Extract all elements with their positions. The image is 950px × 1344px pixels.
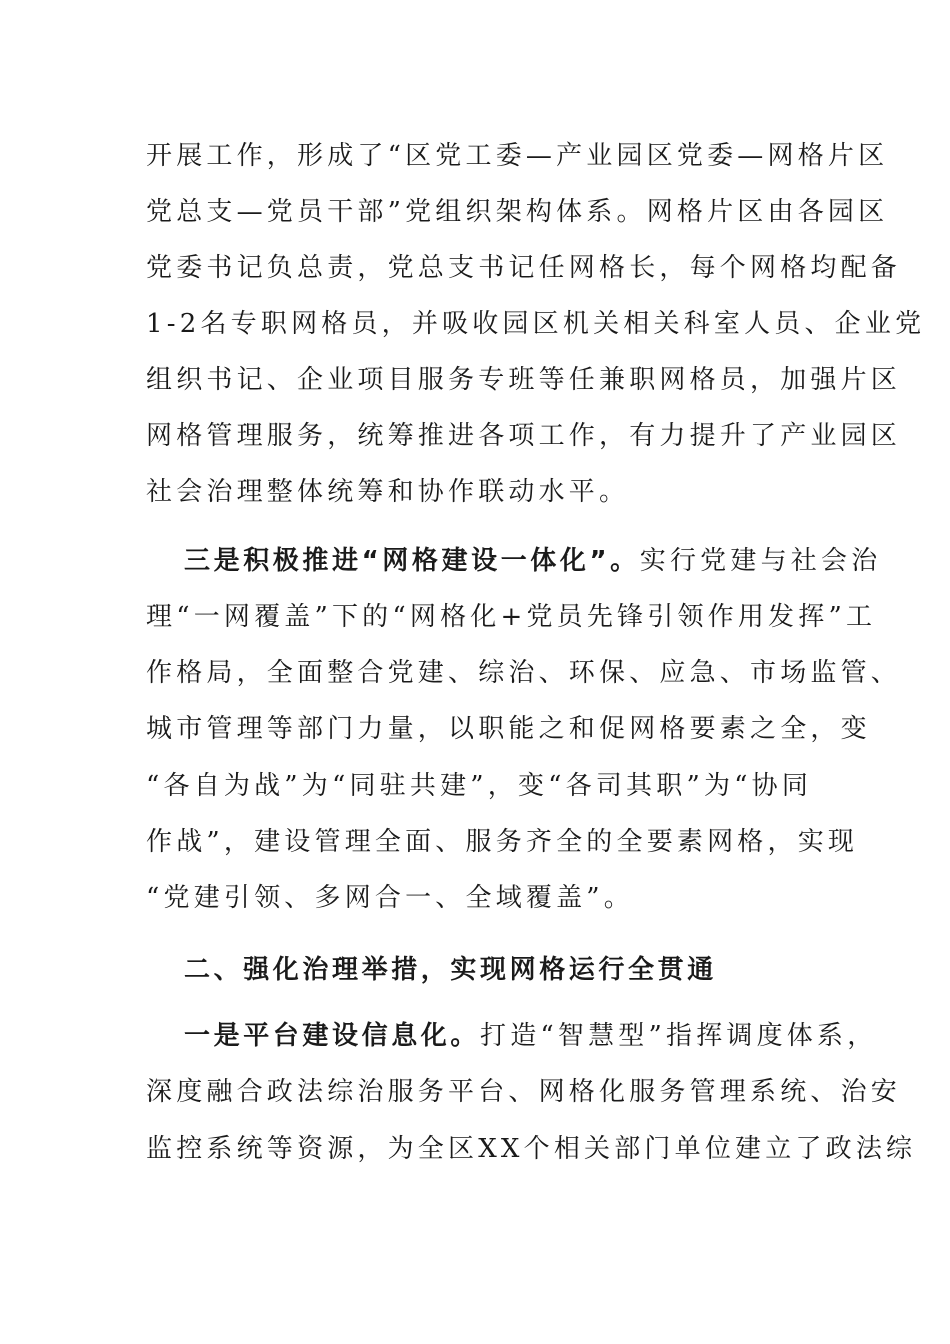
section-heading: 二、强化治理举措，实现网格运行全贯通 [184, 955, 717, 985]
paragraph-line: 网格管理服务，统筹推进各项工作，有力提升了产业园区 [146, 421, 902, 451]
paragraph-line: 组织书记、企业项目服务专班等任兼职网格员，加强片区 [146, 365, 902, 395]
paragraph-line: 深度融合政法综治服务平台、网格化服务管理系统、治安 [146, 1077, 902, 1107]
paragraph-line-rest: 实行党建与社会治 [639, 546, 882, 576]
paragraph-line: “党建引领、多网合一、全域覆盖”。 [146, 883, 634, 913]
paragraph-line: 理“一网覆盖”下的“网格化+党员先锋引领作用发挥”工 [146, 602, 877, 632]
paragraph-lead-heading: 一是平台建设信息化。 [184, 1021, 481, 1051]
paragraph-line: 监控系统等资源，为全区XX个相关部门单位建立了政法综 [146, 1134, 917, 1164]
paragraph-line: 作格局，全面整合党建、综治、环保、应急、市场监管、 [146, 658, 902, 688]
paragraph-line: 党委书记负总责，党总支书记任网格长，每个网格均配备 [146, 253, 902, 283]
paragraph-first-line [184, 1016, 877, 1056]
paragraph-line: 作战”，建设管理全面、服务齐全的全要素网格，实现 [146, 827, 859, 857]
paragraph-line: 城市管理等部门力量，以职能之和促网格要素之全，变 [146, 714, 871, 744]
paragraph-line: 1-2名专职网格员，并吸收园区机关相关科室人员、企业党 [146, 309, 926, 339]
paragraph-first-line [184, 541, 881, 581]
paragraph-line: 开展工作，形成了“区党工委—产业园区党委—网格片区 [146, 141, 889, 171]
paragraph-line-rest: 打造“智慧型”指挥调度体系， [480, 1021, 878, 1051]
paragraph-line: 党总支—党员干部”党组织架构体系。网格片区由各园区 [146, 197, 889, 227]
paragraph-line: 社会治理整体统筹和协作联动水平。 [146, 477, 630, 507]
paragraph-lead-heading: 三是积极推进“网格建设一体化”。 [184, 546, 640, 576]
paragraph-line: “各自为战”为“同驻共建”，变“各司其职”为“协同 [146, 771, 813, 801]
